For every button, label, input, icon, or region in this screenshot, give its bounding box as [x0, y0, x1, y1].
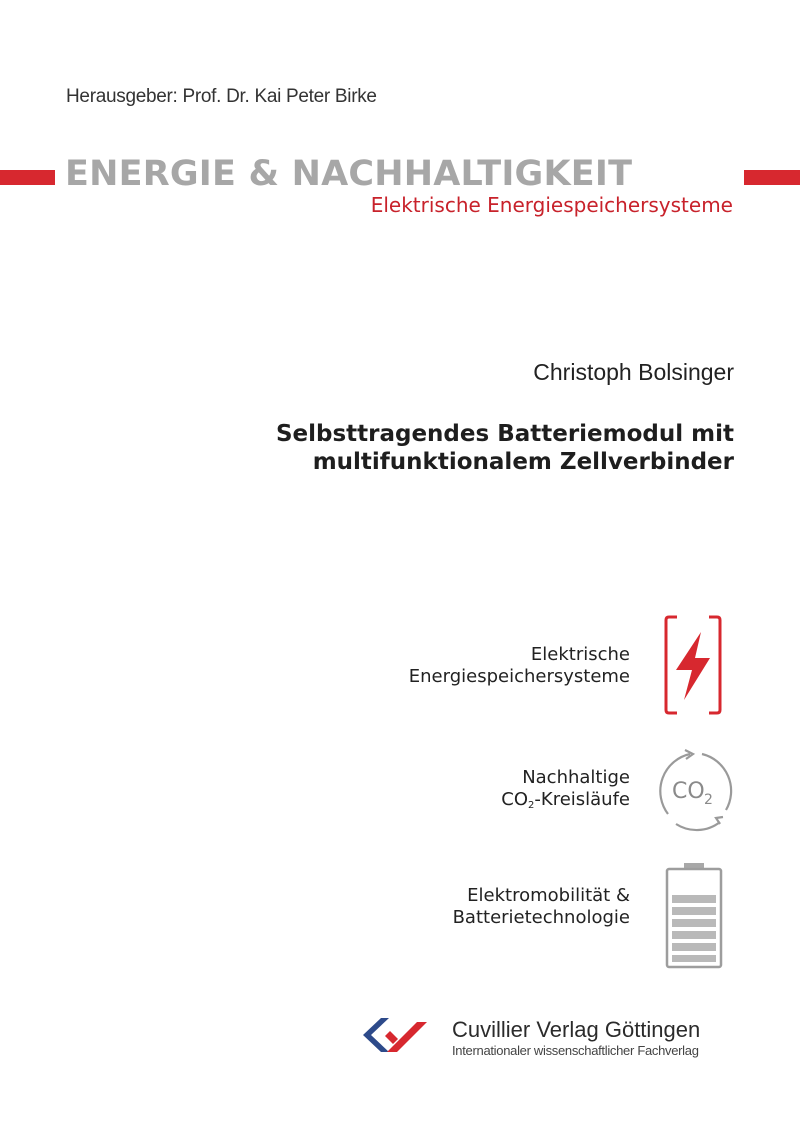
co2-icon-subscript: 2	[704, 792, 713, 808]
co2-cycle-icon	[652, 748, 738, 834]
cuvillier-logo	[357, 1016, 429, 1054]
author-name: Christoph Bolsinger	[533, 359, 734, 385]
publisher-tagline: Internationaler wissenschaftlicher Fachverlag	[452, 1043, 699, 1058]
editor-line: Herausgeber: Prof. Dr. Kai Peter Birke	[66, 86, 377, 107]
battery-icon	[664, 862, 724, 970]
topic-energy-storage	[409, 644, 630, 688]
topic-co2-cycles	[501, 767, 630, 817]
topic-line: Energiespeichersysteme	[408, 666, 630, 687]
series-subtitle: Elektrische Energiespeichersysteme	[370, 193, 733, 217]
book-title	[276, 420, 734, 476]
lightning-icon	[663, 614, 723, 716]
co2-icon-text: CO	[672, 779, 705, 804]
topic-line	[501, 789, 630, 817]
red-rule-left	[0, 170, 55, 185]
topic-line-suffix: -Kreisläufe	[534, 789, 630, 810]
red-rule-right	[744, 170, 800, 185]
series-title: ENERGIE & NACHHALTIGKEIT	[65, 154, 633, 194]
co2-text: CO	[501, 789, 529, 810]
topic-e-mobility	[453, 885, 630, 929]
co2-subscript: 2	[528, 800, 535, 811]
book-title-line-1: Selbsttragendes Batteriemodul mit	[275, 421, 734, 447]
topic-line: Batterietechnologie	[452, 907, 630, 928]
topic-line: Nachhaltige	[522, 767, 630, 788]
book-title-line-2: multifunktionalem Zellverbinder	[312, 449, 734, 475]
topic-line: Elektromobilität &	[467, 885, 630, 906]
topic-line: Elektrische	[530, 644, 630, 665]
publisher-name: Cuvillier Verlag Göttingen	[452, 1017, 701, 1042]
